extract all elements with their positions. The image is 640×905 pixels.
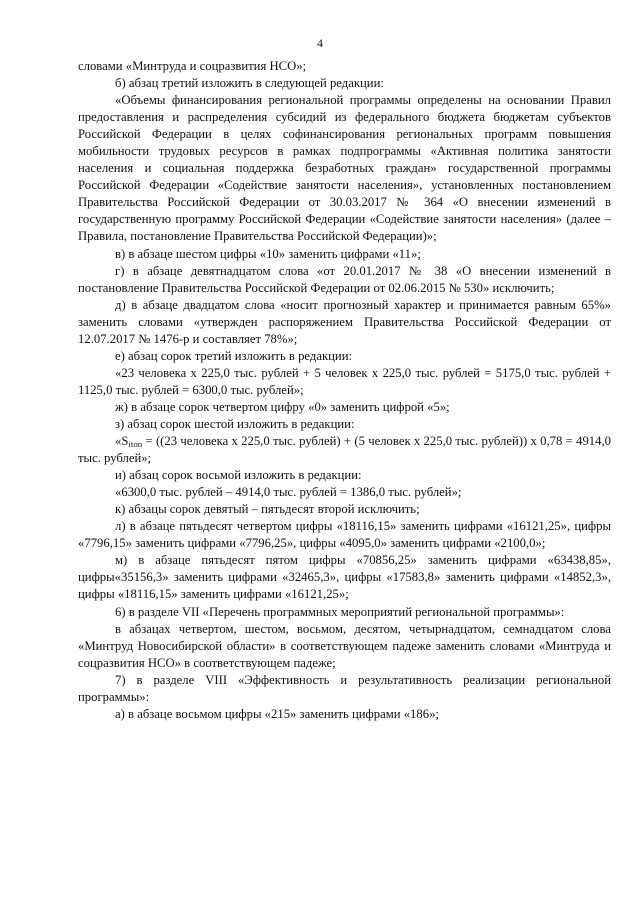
formula-subscript: iton <box>128 439 143 450</box>
paragraph: «Объемы финансирования региональной программы определены на основании Правил предоставления и распределения субсидий из федерального бюджета бюджетам субъектов Российской Федерации в целях софинансирования региональных программ повышения мобильности трудовых ресурсов в рамках подпрограммы «Активная политика занятости населения и социальная поддержка безработных граждан» государственной программы Российской Федерации «Содействие занятости населения», установленных постановлением Правительства Российской Федерации от 30.03.2017 № 364 «О внесении изменений в государственную программу Российской Федерации «Содействие занятости населения» (далее – Правила, постановление Правительства Российской Федерации)»; <box>78 93 611 244</box>
paragraph: м) в абзаце пятьдесят пятом цифры «70856,25» заменить цифрами «63438,85», цифры«35156,3» заменить цифрами «32465,3», цифры «17583,8» заменить цифрами «14852,3», цифры «18116,15» заменить цифрами «16121,25»; <box>78 553 611 602</box>
paragraph: и) абзац сорок восьмой изложить в редакции: <box>115 468 362 483</box>
paragraph: 6) в разделе VII «Перечень программных мероприятий региональной программы»: <box>115 604 565 619</box>
paragraph: к) абзацы сорок девятый – пятьдесят второй исключить; <box>115 502 420 517</box>
page-number: 4 <box>317 36 323 50</box>
paragraph: л) в абзаце пятьдесят четвертом цифры «18116,15» заменить цифрами «16121,25», цифры «7796,15» заменить цифрами «7796,25», цифры «4095,0» заменить цифрами «2100,0»; <box>78 519 611 551</box>
formula-open: «S <box>115 434 129 449</box>
paragraph: 7) в разделе VIII «Эффективность и результативность реализации региональной программы»: <box>78 672 611 704</box>
paragraph: ж) в абзаце сорок четвертом цифру «0» заменить цифрой «5»; <box>115 399 450 414</box>
paragraph: а) в абзаце восьмом цифры «215» заменить цифрами «186»; <box>115 706 439 721</box>
paragraph: «23 человека х 225,0 тыс. рублей + 5 человек х 225,0 тыс. рублей = 5175,0 тыс. рублей + 1125,0 тыс. рублей = 6300,0 тыс. рублей»; <box>78 365 611 397</box>
paragraph: г) в абзаце девятнадцатом слова «от 20.01.2017 № 38 «О внесении изменений в постановление Правительства Российской Федерации от 02.06.2015 № 530» исключить; <box>78 263 611 295</box>
document-body <box>78 58 611 723</box>
formula-body: = ((23 человека х 225,0 тыс. рублей) + (5 человек х 225,0 тыс. рублей)) х 0,78 = 4914,0 тыс. рублей»; <box>78 434 611 466</box>
paragraph: в) в абзаце шестом цифры «10» заменить цифрами «11»; <box>115 246 421 261</box>
paragraph-continuation: словами «Минтруда и соцразвития НСО»; <box>78 59 307 73</box>
paragraph: «6300,0 тыс. рублей – 4914,0 тыс. рублей = 1386,0 тыс. рублей»; <box>115 485 462 500</box>
paragraph <box>78 433 611 467</box>
paragraph: д) в абзаце двадцатом слова «носит прогнозный характер и принимается равным 65%» заменить словами «утвержден распоряжением Правительства Российской Федерации от 12.07.2017 № 1476-р и составляет 78%»; <box>78 297 611 346</box>
paragraph: е) абзац сорок третий изложить в редакции: <box>115 348 353 363</box>
paragraph: в абзацах четвертом, шестом, восьмом, десятом, четырнадцатом, семнадцатом слова «Минтруд Новосибирской области» в соответствующем падеже заменить словами «Минтруда и соцразвития НСО» в соответствующем падеже; <box>78 621 611 670</box>
paragraph: з) абзац сорок шестой изложить в редакции: <box>115 416 355 431</box>
paragraph: б) абзац третий изложить в следующей редакции: <box>115 76 384 91</box>
